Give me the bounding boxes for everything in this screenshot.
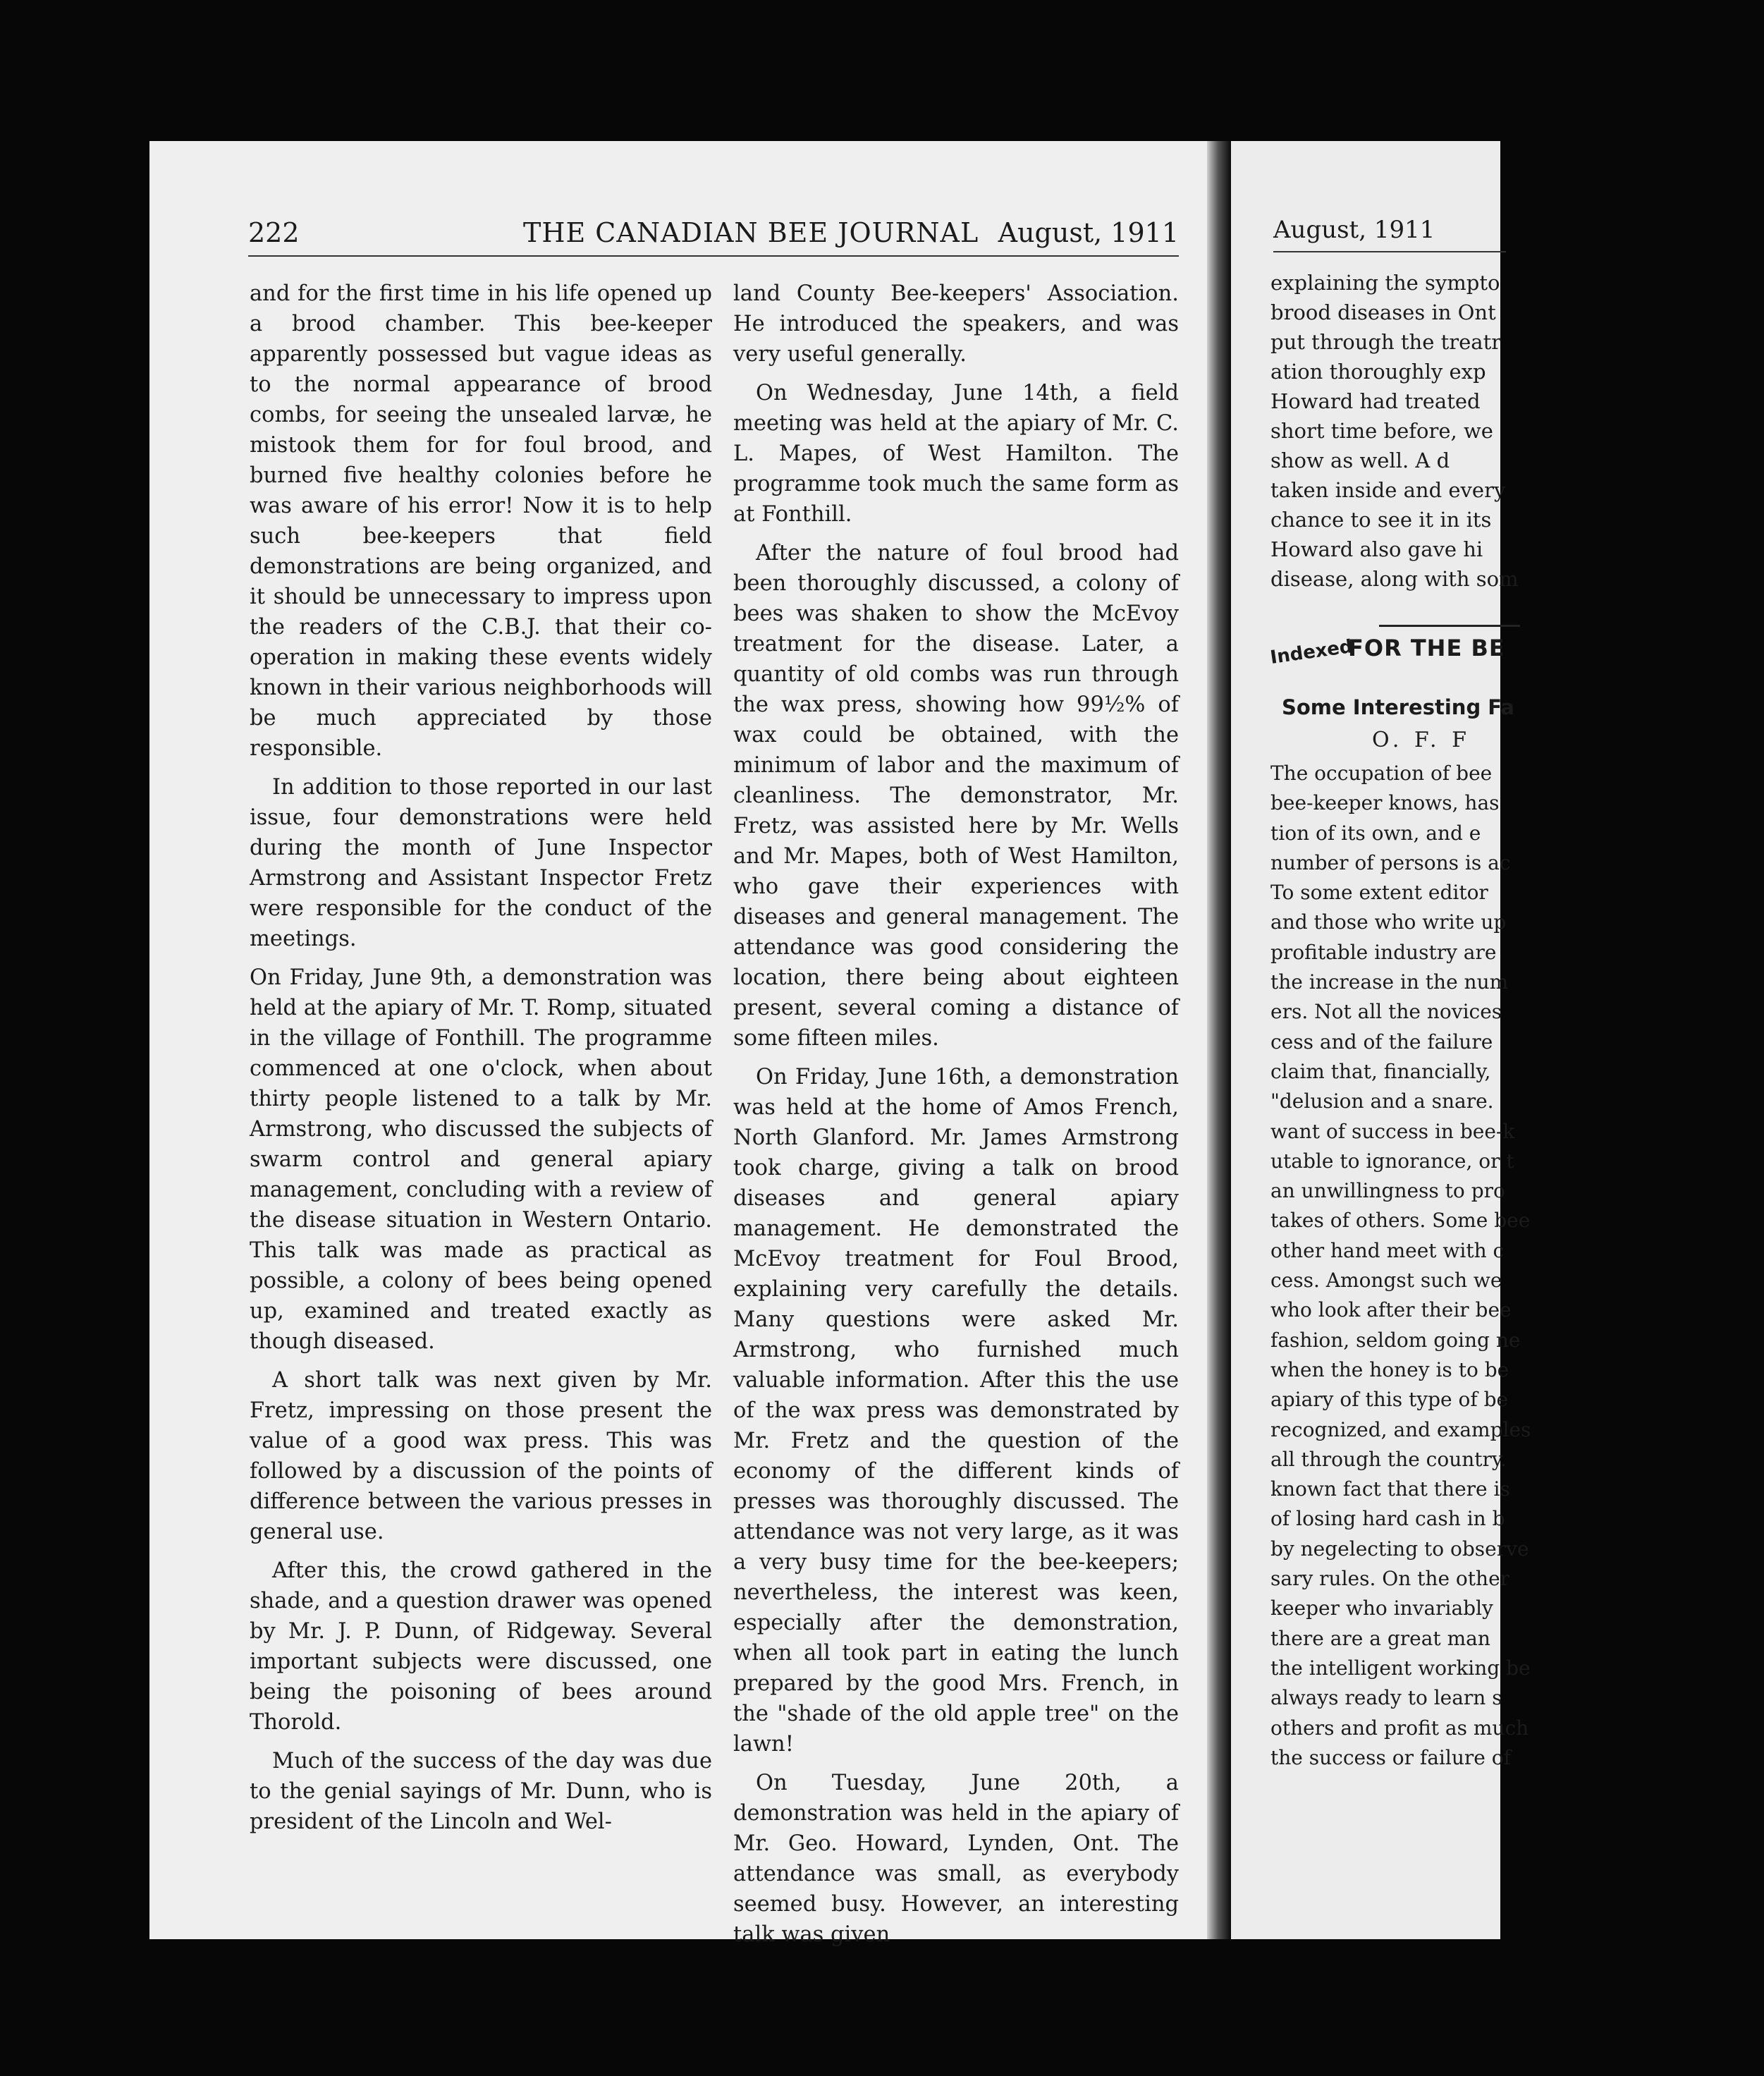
section-rule	[1379, 625, 1520, 627]
paragraph: land County Bee-keepers' Association. He introduced the speakers, and was very useful generally.	[733, 281, 1179, 367]
right-page-partial	[1231, 141, 1531, 1939]
indexed-stamp: Indexed	[1268, 635, 1354, 668]
text-line: brood diseases in Ont	[1270, 300, 1496, 324]
right-header-rule	[1273, 251, 1506, 252]
text-line: taken inside and every	[1270, 478, 1506, 502]
paragraph: After the nature of foul brood had been thoroughly discussed, a colony of bees was shaken to show the McEvoy treatment for the disease. Later, a quantity of old combs was run through the wax press, showing how 99½% of wax could be obtained, with the minimum of labor and the maximum of cleanliness. The demonstrator, Mr. Fretz, was assisted here by Mr. Wells and Mr. Mapes, both of West Hamilton, who gave their experiences with diseases and general management. The attendance was good considering the location, there being about eighteen present, several coming a distance of some fifteen miles.	[733, 541, 1179, 1051]
text-line: there are a great man	[1270, 1626, 1490, 1650]
text-line: keeper who invariably	[1270, 1596, 1493, 1620]
text-line: takes of others. Some bee	[1270, 1209, 1531, 1233]
text-line: other hand meet with c	[1270, 1238, 1505, 1262]
text-line: want of success in bee-k	[1270, 1119, 1515, 1143]
text-line: Howard also gave hi	[1270, 537, 1483, 561]
text-line: The occupation of bee	[1270, 762, 1493, 785]
article-subheading: Some Interesting Fa	[1282, 695, 1514, 719]
text-line: when the honey is to be	[1270, 1357, 1509, 1381]
text-line: To some extent editor	[1270, 881, 1488, 905]
text-line: claim that, financially,	[1270, 1059, 1491, 1083]
issue-date: August, 1911	[998, 217, 1179, 248]
text-line: tion of its own, and e	[1270, 821, 1481, 845]
text-line: number of persons is ac	[1270, 850, 1511, 874]
text-line: cess and of the failure	[1270, 1030, 1493, 1054]
text-line: sary rules. On the other	[1270, 1567, 1510, 1591]
text-line: all through the country.	[1270, 1447, 1507, 1471]
text-line: the intelligent working be	[1270, 1656, 1531, 1680]
text-line: recognized, and examples	[1270, 1417, 1531, 1441]
paragraph: and for the first time in his life opened up a brood chamber. This bee-keeper apparently possessed but vague ideas as to the normal appearance of brood combs, for seeing the unsealed larvæ, he mistook them for for foul brood, and burned five healthy colonies before he was aware of his error! Now it is to help such bee-keepers that field demonstrations are being organized, and it should be unnecessary to impress upon the readers of the C.B.J. that their co-operation in making these events widely known in their various neighborhoods will be much appreciated by those responsible.	[250, 281, 712, 761]
text-line: the success or failure of	[1270, 1745, 1511, 1769]
right-text-top	[1270, 268, 1764, 594]
paragraph: On Tuesday, June 20th, a demonstration was held in the apiary of Mr. Geo. Howard, Lynden, Ont. The attendance was small, as everybody seemed busy. However, an interesting talk was given	[733, 1771, 1179, 1947]
text-line: "delusion and a snare.	[1270, 1089, 1494, 1113]
paragraph: Much of the success of the day was due to the genial sayings of Mr. Dunn, who is president of the Lincoln and Wel-	[250, 1749, 712, 1834]
text-line: and those who write up	[1270, 910, 1507, 934]
text-line: who look after their bee	[1270, 1298, 1512, 1322]
paragraph: On Friday, June 16th, a demonstration was held at the home of Amos French, North Glanford. Mr. James Armstrong took charge, giving a talk on brood diseases and general apiary management. He demonstrated the McEvoy treatment for Foul Brood, explaining very carefully the details. Many questions were asked Mr. Armstrong, who furnished much valuable information. After this the use of the wax press was demonstrated by Mr. Fretz and the question of the economy of the different kinds of presses was thoroughly discussed. The attendance was not very large, as it was a very busy time for the bee-keepers; nevertheless, the interest was keen, especially after the demonstration, when all took part in eating the lunch prepared by the good Mrs. French, in the "shade of the old apple tree" on the lawn!	[733, 1065, 1179, 1757]
paragraph: On Friday, June 9th, a demonstration was held at the apiary of Mr. T. Romp, situated in the village of Fonthill. The programme commenced at one o'clock, when about thirty people listened to a talk by Mr. Armstrong, who discussed the subjects of swarm control and general apiary management, concluding with a review of the disease situation in Western Ontario. This talk was made as practical as possible, a colony of bees being opened up, examined and treated exactly as though diseased.	[250, 965, 712, 1354]
text-line: ers. Not all the novices	[1270, 1000, 1502, 1024]
text-line: profitable industry are	[1270, 940, 1497, 964]
text-line: cess. Amongst such we	[1270, 1269, 1502, 1293]
right-page-date: August, 1911	[1273, 216, 1435, 244]
journal-title: THE CANADIAN BEE JOURNAL	[523, 217, 979, 248]
text-line: disease, along with som	[1270, 567, 1519, 591]
paragraph: After this, the crowd gathered in the shade, and a question drawer was opened by Mr. J. P. Dunn, of Ridgeway. Several important subjects were discussed, one being the poisoning of bees around Thorold.	[250, 1558, 712, 1735]
text-line: show as well. A d	[1270, 448, 1450, 472]
header-rule	[248, 255, 1179, 257]
text-line: an unwillingness to pro	[1270, 1179, 1505, 1203]
left-page	[149, 141, 1207, 1947]
text-line: fashion, seldom going ne	[1270, 1328, 1521, 1352]
paragraph: On Wednesday, June 14th, a field meeting was held at the apiary of Mr. C. L. Mapes, of West Hamilton. The programme took much the same form as at Fonthill.	[733, 381, 1179, 527]
text-line: by negelecting to observe	[1270, 1537, 1529, 1561]
text-line: always ready to learn s	[1270, 1686, 1502, 1710]
text-column-left	[250, 279, 712, 1837]
text-line: bee-keeper knows, has	[1270, 791, 1500, 815]
text-line: ation thoroughly exp	[1270, 360, 1486, 384]
page-header	[248, 217, 1179, 252]
text-line: of losing hard cash in b	[1270, 1507, 1505, 1531]
text-line: utable to ignorance, or t	[1270, 1149, 1514, 1173]
text-column-right	[733, 279, 1179, 1950]
paragraph: In addition to those reported in our last issue, four demonstrations were held during the month of June Inspector Armstrong and Assistant Inspector Fretz were responsible for the conduct of the meetings.	[250, 775, 712, 951]
text-line: short time before, we	[1270, 419, 1493, 443]
section-headline: FOR THE BE	[1348, 635, 1505, 661]
text-line: others and profit as much	[1270, 1716, 1529, 1740]
right-text-bottom	[1270, 759, 1764, 1773]
paragraph: A short talk was next given by Mr. Fretz, impressing on those present the value of a good wax press. This was followed by a discussion of the points of difference between the various presses in general use.	[250, 1368, 712, 1544]
text-line: known fact that there is	[1270, 1477, 1510, 1501]
text-line: explaining the sympto	[1270, 271, 1500, 295]
text-line: Howard had treated	[1270, 389, 1481, 413]
book-gutter	[1207, 141, 1231, 1939]
text-line: put through the treatr	[1270, 330, 1502, 354]
page-number: 222	[248, 217, 300, 248]
article-author: O. F. F	[1372, 728, 1471, 752]
text-line: the increase in the num	[1270, 970, 1509, 994]
text-line: apiary of this type of be	[1270, 1388, 1509, 1412]
text-line: chance to see it in its	[1270, 508, 1492, 532]
